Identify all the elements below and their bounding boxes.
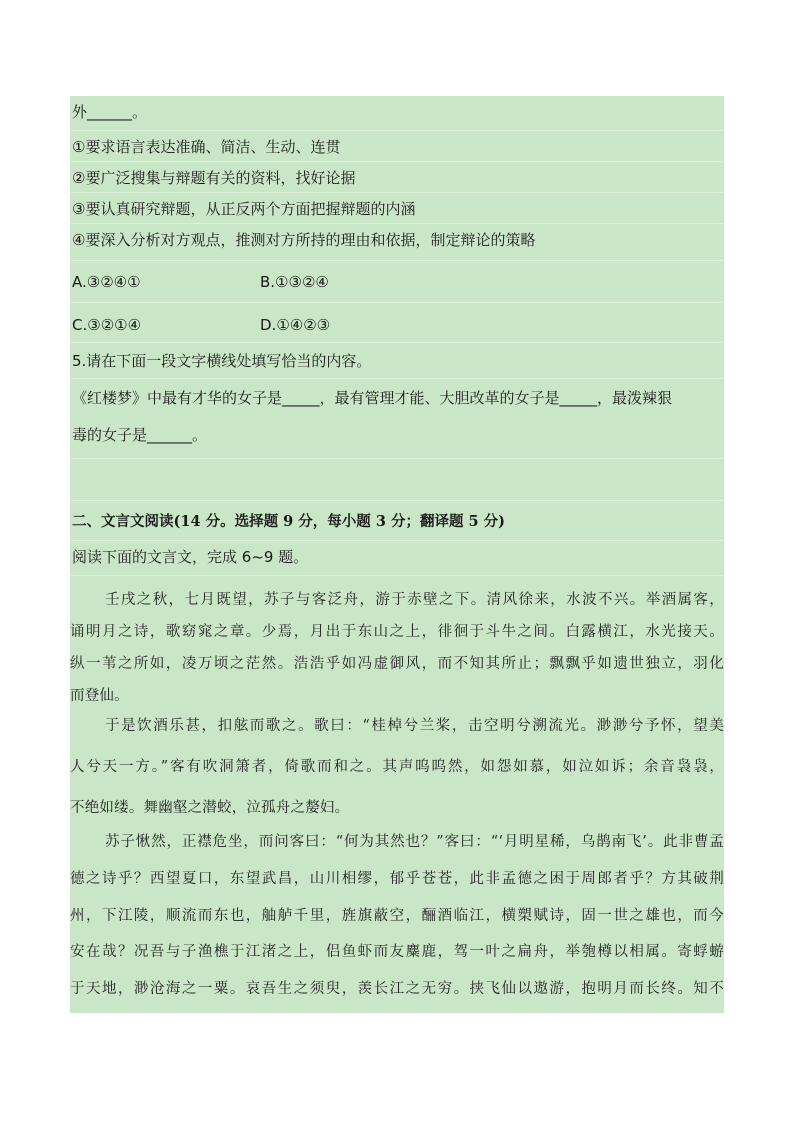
q5-body-row — [70, 379, 724, 459]
section-two-heading: 二、文言文阅读(14 分。选择题 9 分，每小题 3 分；翻译题 5 分) — [72, 513, 506, 530]
passage-line: 州，下江陵，顺流而东也，舳舻千里，旌旗蔽空，酾酒临江，横槊赋诗，固一世之雄也，而今 — [70, 908, 724, 924]
passage-line: 诵明月之诗，歌窈窕之章。少焉，月出于东山之上，徘徊于斗牛之间。白露横江，水光接天。 — [70, 624, 724, 640]
q4-item-row — [70, 193, 724, 224]
section-two-heading-row — [70, 501, 724, 541]
q4-option-c[interactable]: C.③②①④ — [72, 316, 142, 334]
q4-item-2: ②要广泛搜集与辩题有关的资料，找好论据 — [72, 169, 356, 187]
q4-options-row — [70, 261, 724, 303]
q4-option-b[interactable]: B.①③②④ — [260, 273, 329, 291]
exam-page-shaded-area — [70, 96, 724, 1013]
blank-row — [70, 459, 724, 501]
passage-line: 而登仙。 — [70, 688, 129, 704]
q4-item-row — [70, 131, 724, 162]
passage-line: 不绝如缕。舞幽壑之潜蛟，泣孤舟之嫠妇。 — [70, 800, 350, 816]
instruction-row — [70, 541, 724, 576]
passage-line: 壬戌之秋，七月既望，苏子与客泛舟，游于赤壁之下。清风徐来，水波不兴。举酒属客， — [105, 592, 724, 608]
reading-instruction: 阅读下面的文言文，完成 6~9 题。 — [72, 548, 309, 566]
passage-line: 于天地，渺沧海之一粟。哀吾生之须臾，羡长江之无穷。挟飞仙以遨游，抱明月而长终。知不 — [70, 981, 724, 997]
q4-option-a[interactable]: A.③②④① — [72, 273, 141, 291]
passage-paragraph-1 — [70, 576, 724, 702]
passage-paragraph-3 — [70, 822, 724, 1013]
q5-stem-row — [70, 343, 724, 379]
q4-item-3: ③要认真研究辩题，从正反两个方面把握辩题的内涵 — [72, 200, 416, 218]
passage-line: 于是饮酒乐甚，扣舷而歌之。歌曰：“桂棹兮兰桨，击空明兮溯流光。渺渺兮予怀，望美 — [105, 718, 724, 734]
q4-options-row — [70, 303, 724, 343]
passage-line: 纵一苇之所如，凌万顷之茫然。浩浩乎如冯虚御风，而不知其所止；飘飘乎如遗世独立，羽化 — [70, 656, 724, 672]
q4-stem-end: 外______。 — [72, 103, 148, 121]
q4-item-4: ④要深入分析对方观点，推测对方所持的理由和依据，制定辩论的策略 — [72, 231, 536, 249]
passage-line: 人兮天一方。”客有吹洞箫者，倚歌而和之。其声呜呜然，如怨如慕，如泣如诉；余音袅袅， — [70, 759, 724, 775]
q4-option-d[interactable]: D.①④②③ — [260, 316, 331, 334]
passage-line: 德之诗乎？西望夏口，东望武昌，山川相缪，郁乎苍苍，此非孟德之困于周郎者乎？方其破荆 — [70, 871, 724, 887]
passage-line: 安在哉？况吾与子渔樵于江渚之上，侣鱼虾而友麋鹿，驾一叶之扁舟，举匏樽以相属。寄蜉蝣 — [70, 944, 724, 960]
q5-stem: 5.请在下面一段文字横线处填写恰当的内容。 — [72, 352, 372, 370]
q4-stem-row — [70, 96, 724, 131]
q4-item-row — [70, 224, 724, 261]
q4-item-row — [70, 162, 724, 193]
passage-paragraph-2 — [70, 702, 724, 822]
passage-line: 苏子愀然，正襟危坐，而问客曰：“何为其然也？”客曰：“‘月明星稀，乌鹊南飞’。此非曹孟 — [105, 834, 724, 850]
q4-item-1: ①要求语言表达准确、简洁、生动、连贯 — [72, 138, 341, 156]
q5-line-2: 毒的女子是______。 — [72, 426, 208, 444]
q5-line-1: 《红楼梦》中最有才华的女子是_____，最有管理才能、大胆改革的女子是_____，最泼辣狠 — [72, 389, 673, 407]
